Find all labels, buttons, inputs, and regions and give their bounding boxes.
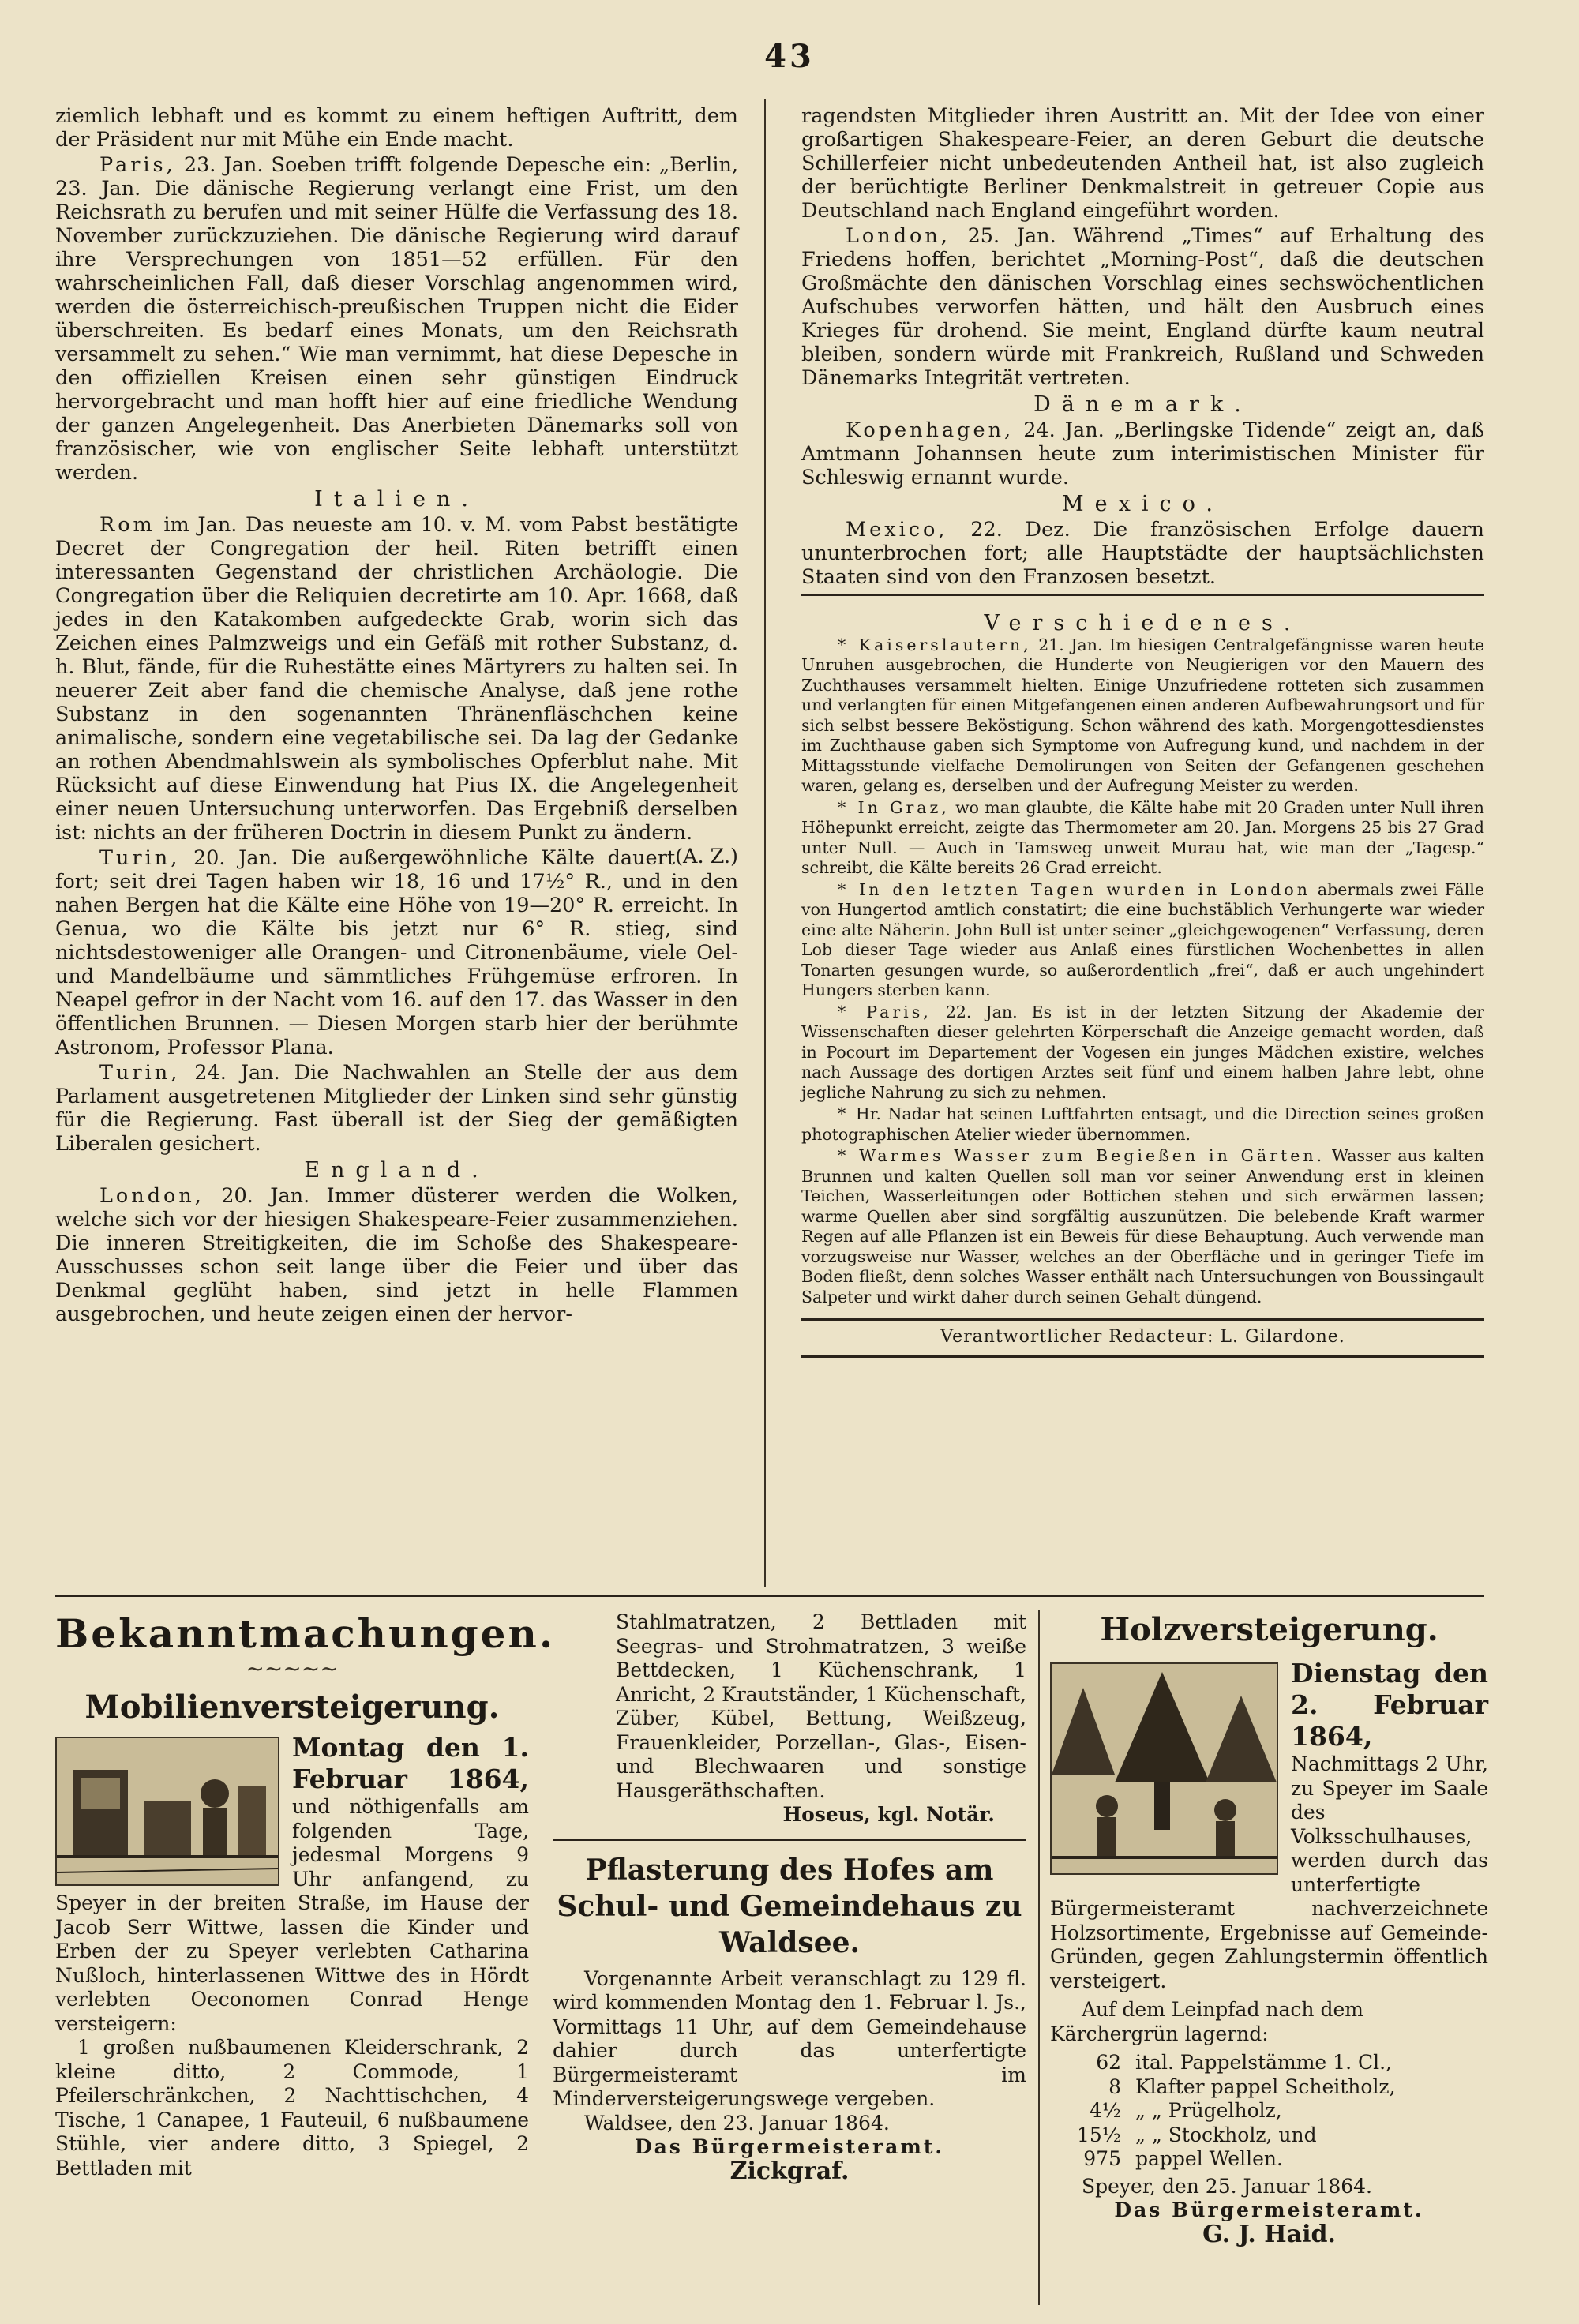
misc-item-text: 21. Jan. Im hiesigen Centralgefängnisse waren heute Unruhen ausgebrochen, die Hunderte von Neugierigen vor den Mauern des Zuchthauses versammelt hielten. Einige Unzufriedene rotteten sich zusammen und verlangten für einen Mitgefangenen einen anderen Aufbewahrungsort und für sich selbst bessere Beköstigung. Schon während des kath. Morgengottesdienstes im Zuchthause gaben sich Symptome von Aufregung kund, und nachdem in der Mittagsstunde vielfache Demolirungen von Seiten der Gefangenen geschehen waren, gelang es, derselben und der Aufregung Meister zu werden.: [801, 635, 1484, 795]
article-paragraph: [801, 518, 1484, 589]
mobilien-items: 1 großen nußbaumenen Kleiderschrank, 2 kleine ditto, 2 Commode, 1 Pfeilerschränkchen, 2 Nachttischchen, 4 Tische, 1 Canapee, 1 Fauteuil, 6 nußbaumene Stühle, vier andere ditto, 3 Spiegel, 2 Bettladen mit: [55, 2036, 529, 2180]
section-heading: England.: [304, 1158, 489, 1183]
misc-item-text: 22. Jan. Es ist in der letzten Sitzung der Akademie der Wissenschaften dieser gelehrten Körperschaft die Anzeige gemacht worden, daß in Pocourt im Departement der Vogesen ein junges Mädchen existire, welches nach Aussage des dortigen Arztes seit fünf und einem halben Jahre lebt, ohne jegliche Nahrung zu sich zu nehmen.: [801, 1002, 1484, 1102]
left-column: [55, 104, 738, 1326]
article-paragraph: [55, 1184, 738, 1326]
holz-title: Holzversteigerung.: [1100, 1611, 1438, 1648]
editor-rule-bottom: [801, 1355, 1484, 1358]
holz-row-item: „ „ Prügelholz,: [1135, 2099, 1282, 2122]
holz-body: [1050, 1658, 1488, 1993]
section-heading: Dänemark.: [1033, 392, 1252, 417]
news-divider: [801, 594, 1484, 596]
article-paragraph: [801, 104, 1484, 223]
article-paragraph: [55, 1061, 738, 1156]
article-text: ragendsten Mitglieder ihren Austritt an. Mit der Idee von einer großartigen Shakespeare-Feier, an deren Geburt die deutsche Schillerfeier nicht unbedeutenden Antheil hat, ist also zugleich der berüchtigte Berliner Denkmalstreit in getreuer Copie aus Deutschland nach England eingeführt worden.: [801, 104, 1484, 223]
article-text: 25. Jan. Während „Times“ auf Erhaltung des Friedens hoffen, berichtet „Morning-Post“, daß die deutschen Großmächte den dänischen Vorschlag eines sechswöchentlichen Aufschubes verworfen hätten, und hält den Ausbruch eines Krieges für drohend. Sie meint, England dürfte kaum neutral bleiben, sondern würde mit Frankreich, Rußland und Schweden Dänemarks Integrität vertreten.: [801, 224, 1484, 390]
misc-item-place: * In Graz,: [838, 797, 950, 817]
page-number: 43: [764, 38, 815, 75]
article-paragraph: [801, 224, 1484, 390]
right-column: [801, 104, 1484, 1358]
auction-woodcut-illustration: [57, 1738, 278, 1884]
mobilien-signature: Hoseus, kgl. Notär.: [782, 1803, 995, 1826]
holz-text: Nachmittags 2 Uhr, zu Speyer im Saale des Volksschulhauses, werden durch das unterfertigte Bürgermeisteramt nachverzeichnete Holzsortimente, Ergebnisse auf Gemeinde-Gründen, gegen Zahlungstermin öffentlich versteigert.: [1050, 1752, 1488, 1992]
misc-item: [801, 798, 1484, 879]
editor-rule-top: [801, 1318, 1484, 1321]
column-divider: [764, 99, 766, 1587]
misc-item: [801, 1146, 1484, 1307]
article-paragraph: [55, 104, 738, 152]
article-text: 24. Jan. Die Nachwahlen an Stelle der aus dem Parlament ausgetretenen Mitglieder der Linken sind sehr günstig für die Regierung. Fast überall ist der Sieg der gemäßigten Liberalen gesichert.: [55, 1061, 738, 1156]
misc-item-text: wo man glaubte, die Kälte habe mit 20 Graden unter Null ihren Höhepunkt erreicht, zeigte das Thermometer am 20. Jan. Morgens 25 bis 27 Grad unter Null. — Auch in Tamsweg unweit Murau hat, wie man der „Tagesp.“ schreibt, die Kälte bereits 26 Grad erreicht.: [801, 797, 1484, 877]
holz-row: [1050, 2147, 1488, 2172]
dateline-place: Turin,: [99, 1061, 181, 1085]
mobilien-continued: Stahlmatratzen, 2 Bettladen mit Seegras- und Strohmatratzen, 3 weiße Bettdecken, 1 Küchenschrank, 1 Anricht, 2 Krautständer, 1 Küchenschaft, Züber, Kübel, Bettung, Weißzeug, Frauenkleider, Porzellan-, Glas-, Eisen- und Blechwaaren und sonstige Hausgeräthschaften.: [616, 1610, 1026, 1802]
holz-row-item: ital. Pappelstämme 1. Cl.,: [1135, 2051, 1392, 2074]
article-text: 22. Dez. Die französischen Erfolge dauern ununterbrochen fort; alle Hauptstädte der hauptsächlichsten Staaten sind von den Franzosen besetzt.: [801, 518, 1484, 589]
pflasterung-signature: Zickgraf.: [729, 2157, 850, 2185]
dateline-place: Kopenhagen,: [846, 418, 1015, 442]
holz-list: [1050, 2051, 1488, 2172]
mobilien-text: und nöthigenfalls am folgenden Tage, jedesmal Morgens 9 Uhr anfangend, zu Speyer in der breiten Straße, im Hause der Jacob Serr Wittwe, lassen die Kinder und Erben der zu Speyer verlebten Catharina Nußloch, hinterlassenen Wittwe des in Hördt verlebten Oeconomen Conrad Henge versteigern:: [55, 1795, 529, 2035]
misc-item-place: *: [838, 1104, 850, 1123]
holz-office: Das Bürgermeisteramt.: [1114, 2198, 1424, 2221]
article-text: ziemlich lebhaft und es kommt zu einem heftigen Auftritt, dem der Präsident nur mit Mühe ein Ende macht.: [55, 104, 738, 152]
holz-location: Auf dem Leinpfad nach dem Kärchergrün lagernd:: [1050, 1998, 1363, 2045]
pflasterung-title: Pflasterung des Hofes am Schul- und Gemeindehaus zu Waldsee.: [557, 1853, 1022, 1959]
article-text: 24. Jan. „Berlingske Tidende“ zeigt an, daß Amtmann Johannsen heute zum interimistischen Minister für Schleswig ernannt wurde.: [801, 418, 1484, 489]
announcement-col-1: [55, 1610, 556, 2180]
misc-item: [801, 635, 1484, 797]
article-text: im Jan. Das neueste am 10. v. M. vom Pabst bestätigte Decret der Congregation der heil. Riten betrifft einen interessanten Gegenstand der christlichen Archäologie. Die Congregation über die Reliquien decretirte am 10. Apr. 1668, daß jedes in den Katakomben aufgedeckte Grab, worin sich das Zeichen eines Palmzweigs und ein Gefäß mit rother Substanz, d. h. Blut, fände, für die Ruhestätte eines Märtyrers zu halten sei. In neuerer Zeit aber fand die chemische Analyse, daß jene rothe Substanz in den sogenannten Thränenfläschchen keine animalische, sondern eine vegetabilische sei. Da lag der Gedanke an rothen Abendmahlswein als symbolisches Opferblut nahe. Mit Rücksicht auf diese Einwendung hat Pius IX. die Angelegenheit einer neuen Untersuchung unterworfen. Das Ergebniß derselben ist: nichts an der früheren Doctrin in diesem Punkt zu ändern.: [55, 513, 738, 845]
holz-row-qty: 4½: [1089, 2099, 1121, 2122]
holz-row-qty: 62: [1096, 2051, 1121, 2074]
forest-woodcut: [1050, 1662, 1278, 1875]
misc-item-text: Hr. Nadar hat seinen Luftfahrten entsagt, und die Direction seines großen photographischen Atelier wieder übernommen.: [801, 1104, 1484, 1144]
article-paragraph: [801, 418, 1484, 489]
pflasterung-rule: [553, 1839, 1026, 1841]
misc-items: [801, 635, 1484, 1308]
source-note: (A. Z.): [675, 845, 738, 868]
pflasterung-place-date: Waldsee, den 23. Januar 1864.: [584, 2111, 890, 2135]
misc-item: [801, 880, 1484, 1001]
misc-item: [801, 1003, 1484, 1104]
misc-heading: Verschiedenes.: [984, 611, 1302, 635]
article-paragraph: [55, 153, 738, 485]
pflasterung-text: Vorgenannte Arbeit veranschlagt zu 129 fl. wird kommenden Montag den 1. Februar l. Js., Vormittags 11 Uhr, auf dem Gemeindehause dahier durch das unterfertigte Bürgermeisteramt im Minderversteigerungswege vergeben.: [553, 1966, 1026, 2110]
mobilien-date: Montag den 1. Februar 1864,: [292, 1732, 529, 1794]
dateline-place: London,: [99, 1184, 204, 1208]
holz-row: [1050, 2051, 1488, 2075]
editor-line: Verantwortlicher Redacteur: L. Gilardone.: [940, 1327, 1345, 1347]
holz-date: Dienstag den 2. Februar 1864,: [1291, 1658, 1488, 1752]
dateline-place: Rom: [99, 513, 156, 537]
misc-item-text: abermals zwei Fälle von Hungertod amtlich constatirt; die eine buchstäblich Verhungerte war wieder eine alte Näherin. John Bull ist unter seiner „gleichgewogenen“ Verfassung, deren Lob dieser Tage wieder aus Anlaß eines fürstlichen Wochenbettes in allen Tonarten gesungen wurde, so außerordentlich „frei“, daß er auch ungehindert Hungers sterben kann.: [801, 879, 1484, 999]
dateline-place: Mexico,: [846, 518, 948, 542]
dateline-place: Paris,: [99, 153, 176, 177]
holz-signature: G. J. Haid.: [1202, 2220, 1336, 2248]
swash-ornament: ~~~~~: [246, 1655, 339, 1681]
announcement-divider: [1038, 1610, 1040, 2305]
holz-row-qty: 8: [1108, 2075, 1121, 2098]
right-column-news: [801, 104, 1484, 589]
announcement-rule: [55, 1595, 1484, 1597]
section-heading: Italien.: [314, 487, 479, 512]
article-text: 20. Jan. Die außergewöhnliche Kälte dauert fort; seit drei Tagen haben wir 18, 16 und 17½° R., und in den nahen Bergen hat die Kälte eine Höhe von 19—20° R. erreicht. In Genua, wo die Kälte bis jetzt nur 6° R. stieg, sind nichtsdestoweniger alle Orangen- und Citronenbäume, viele Oel- und Mandelbäume und sämmtliches Frühgemüse erfroren. In Neapel gefror in der Nacht vom 16. auf den 17. das Wasser in den öffentlichen Brunnen. — Diesen Morgen starb hier der berühmte Astronom, Professor Plana.: [55, 846, 738, 1059]
article-text: 20. Jan. Immer düsterer werden die Wolken, welche sich vor der hiesigen Shakespeare-Feier zusammenziehen. Die inneren Streitigkeiten, die im Schoße des Shakespeare-Ausschusses schon seit lange über die Feier und über das Denkmal geglüht haben, sind jetzt in helle Flammen ausgebrochen, und heute zeigen einen der hervor-: [55, 1184, 738, 1326]
forest-woodcut-illustration: [1052, 1664, 1277, 1873]
mobilien-title: Mobilienversteigerung.: [84, 1689, 500, 1726]
misc-item: [801, 1104, 1484, 1145]
misc-item-text: Wasser aus kalten Brunnen und kalten Quellen soll man vor seiner Anwendung erst in kleinen Teichen, Wasserleitungen oder Bottichen stehen und sich erwärmen lassen; warme Quellen aber sind sorgfältig auszunützen. Die belebende Kraft warmer Regen auf alle Pflanzen ist ein Beweis für diese Behauptung. Auch verwende man vorzugsweise nur Wasser, welches an der Oberfläche und in geringer Tiefe im Boden fließt, denn solches Wasser enthält nach Untersuchungen von Boussingault Salpeter und wirkt daher durch seinen Gehalt düngend.: [801, 1146, 1485, 1306]
holz-row-item: pappel Wellen.: [1135, 2147, 1283, 2170]
pflasterung-office: Das Bürgermeisteramt.: [634, 2135, 945, 2158]
holz-row-item: „ „ Stockholz, und: [1135, 2123, 1317, 2146]
holz-row: [1050, 2123, 1488, 2148]
misc-item-place: * Warmes Wasser zum Begießen in Gärten.: [838, 1146, 1326, 1165]
misc-item-place: * In den letzten Tagen wurden in London: [838, 879, 1311, 899]
announcements-title: Bekanntmachungen.: [55, 1610, 556, 1657]
dateline-place: London,: [846, 224, 951, 248]
dateline-place: Turin,: [99, 846, 181, 870]
holz-row-qty: 975: [1083, 2147, 1121, 2170]
section-heading: Mexico.: [1062, 492, 1224, 516]
article-text: 23. Jan. Soeben trifft folgende Depesche ein: „Berlin, 23. Jan. Die dänische Regierung verlangt eine Frist, um den Reichsrath zu berufen und mit seiner Hülfe die Verfassung des 18. November zurückzuziehen. Die dänische Regierung wird darauf ihre Versprechungen von 1851—52 erfüllen. Für den wahrscheinlichen Fall, daß dieser Vorschlag angenommen wird, werden die österreichisch-preußischen Truppen nicht die Eider überschreiten. Es bedarf eines Monats, um den Reichsrath versammelt zu sehen.“ Wie man vernimmt, hat diese Depesche in den offiziellen Kreisen einen sehr günstigen Eindruck hervorgebracht und man hofft hier auf eine friedliche Wendung der ganzen Angelegenheit. Das Anerbieten Dänemarks soll von französischer, wie von englischer Seite lebhaft unterstützt werden.: [55, 153, 738, 485]
article-paragraph: [55, 846, 738, 1059]
holz-row-item: Klafter pappel Scheitholz,: [1135, 2075, 1396, 2098]
misc-item-place: * Paris,: [838, 1002, 932, 1021]
holz-row: [1050, 2099, 1488, 2123]
holz-row: [1050, 2075, 1488, 2100]
mobilien-body: [55, 1732, 529, 2180]
announcement-col-3: [1050, 1610, 1488, 2247]
auction-woodcut: [55, 1737, 279, 1886]
misc-item-place: * Kaiserslautern,: [838, 635, 1032, 654]
announcement-col-2: [553, 1610, 1026, 2183]
misc-section: [801, 613, 1484, 1307]
holz-row-qty: 15½: [1076, 2123, 1121, 2146]
holz-place-date: Speyer, den 25. Januar 1864.: [1082, 2174, 1372, 2198]
